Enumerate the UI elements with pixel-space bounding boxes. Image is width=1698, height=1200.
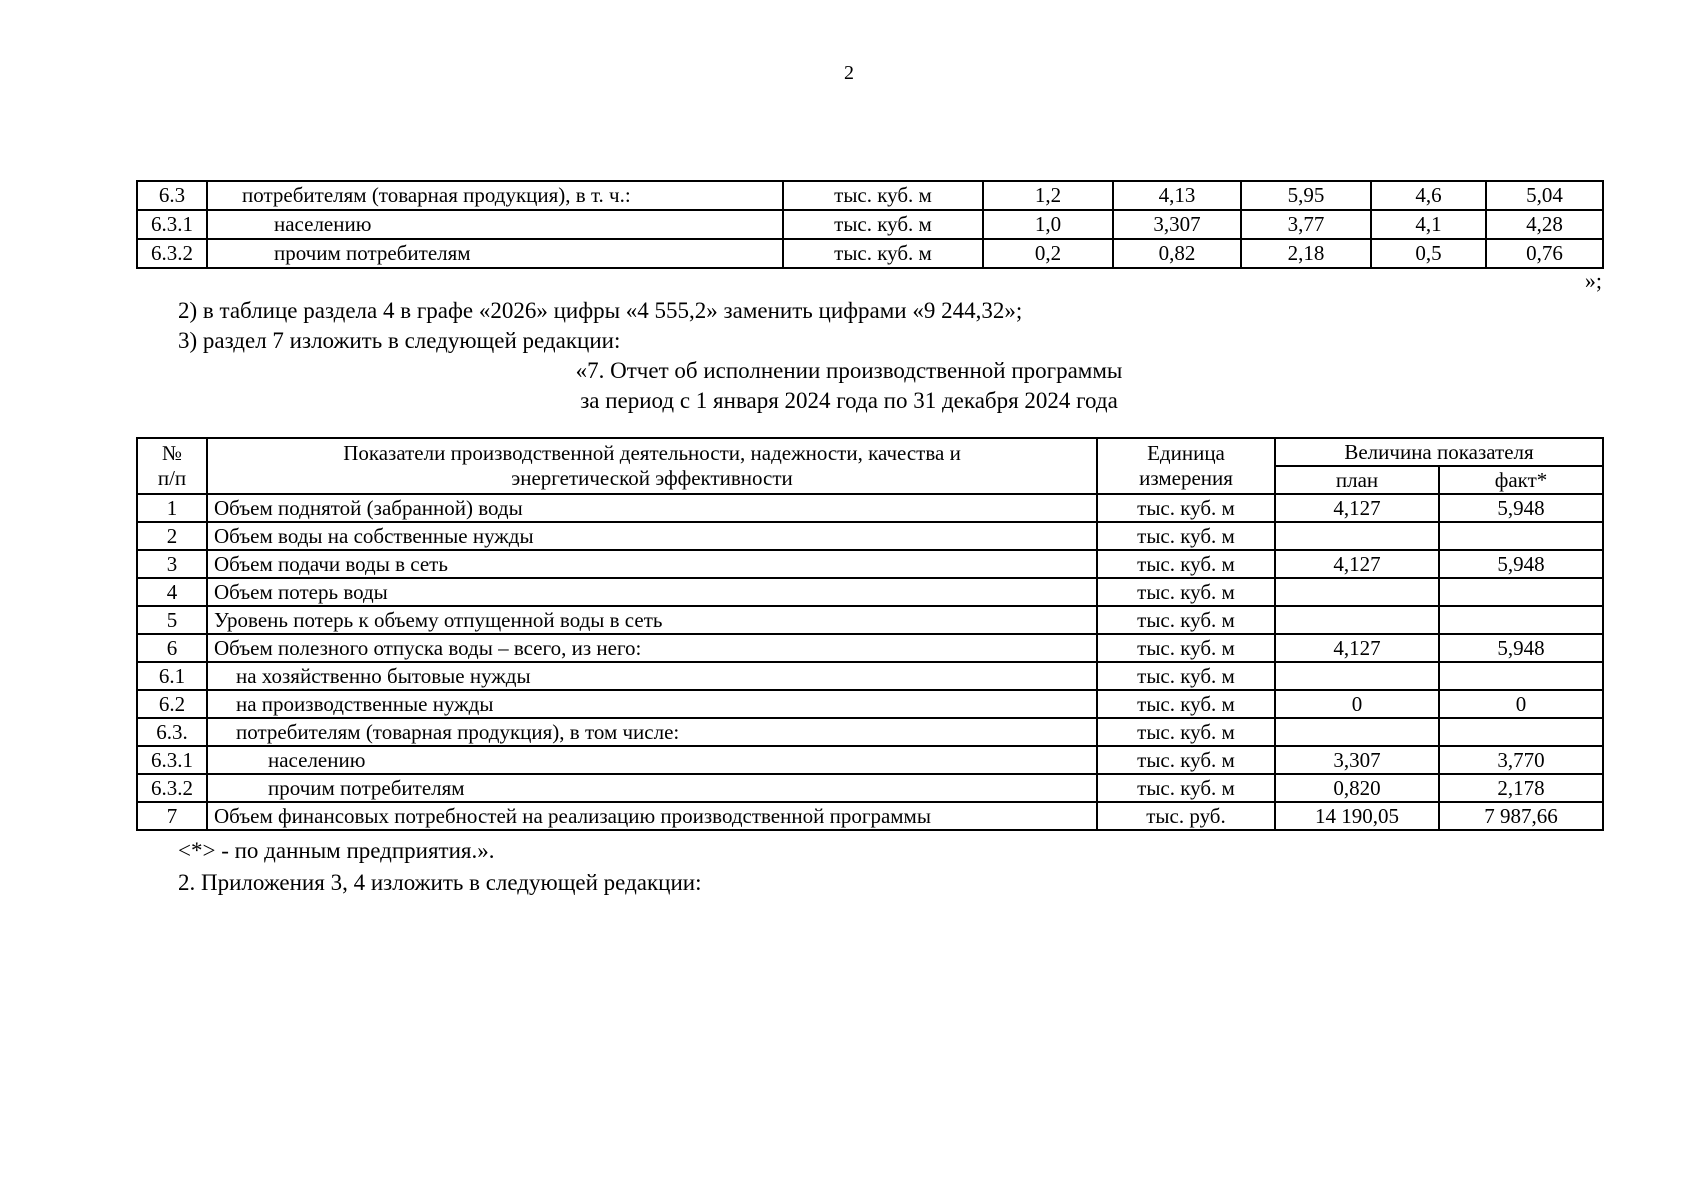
row-number: 6.3. (137, 718, 207, 746)
row-fact: 5,948 (1439, 550, 1603, 578)
row-fact (1439, 578, 1603, 606)
row-value: 5,95 (1241, 181, 1371, 210)
row-name: прочим потребителям (207, 774, 1097, 802)
paragraph-final: 2. Приложения 3, 4 изложить в следующей редакции: (178, 870, 702, 895)
section-title-line-1: «7. Отчет об исполнении производственной программы (575, 358, 1123, 383)
row-unit: тыс. куб. м (1097, 690, 1275, 718)
table-row (137, 634, 1603, 662)
header-indicator (207, 438, 1097, 494)
table-row (137, 522, 1603, 550)
row-fact: 3,770 (1439, 746, 1603, 774)
table-header-row (137, 438, 1603, 466)
row-fact: 2,178 (1439, 774, 1603, 802)
row-plan: 0 (1275, 690, 1439, 718)
row-name: потребителям (товарная продукция), в т. ч.: (207, 181, 783, 210)
row-fact (1439, 606, 1603, 634)
row-number: 1 (137, 494, 207, 522)
row-number: 6.3 (137, 181, 207, 210)
paragraph-2: 2) в таблице раздела 4 в графе «2026» цифры «4 555,2» заменить цифрами «9 244,32»; (178, 298, 1023, 323)
header-unit (1097, 438, 1275, 494)
row-value: 3,77 (1241, 210, 1371, 239)
header-unit-line-2: измерения (1139, 466, 1233, 490)
page-number: 2 (844, 62, 854, 84)
row-number: 6.3.1 (137, 746, 207, 774)
header-fact: факт* (1439, 466, 1603, 494)
header-number (137, 438, 207, 494)
row-name: Объем поднятой (забранной) воды (207, 494, 1097, 522)
continuation-table (136, 180, 1604, 269)
table-row (137, 606, 1603, 634)
row-number: 5 (137, 606, 207, 634)
row-name: Объем воды на собственные нужды (207, 522, 1097, 550)
row-unit: тыс. куб. м (1097, 634, 1275, 662)
row-unit: тыс. куб. м (1097, 522, 1275, 550)
table-row (137, 802, 1603, 830)
row-number: 6.2 (137, 690, 207, 718)
row-name: прочим потребителям (207, 239, 783, 268)
row-plan: 14 190,05 (1275, 802, 1439, 830)
table-row (137, 550, 1603, 578)
row-name: Объем полезного отпуска воды – всего, из него: (207, 634, 1097, 662)
table-row (137, 578, 1603, 606)
row-name: Объем финансовых потребностей на реализацию производственной программы (207, 802, 1097, 830)
table-row (137, 210, 1603, 239)
row-fact: 5,948 (1439, 634, 1603, 662)
table-row (137, 662, 1603, 690)
row-unit: тыс. куб. м (1097, 578, 1275, 606)
row-value: 0,5 (1371, 239, 1486, 268)
row-fact (1439, 662, 1603, 690)
footnote: <*> - по данным предприятия.». (178, 838, 495, 863)
header-indicator-line-1: Показатели производственной деятельности, надежности, качества и (343, 441, 961, 465)
row-unit: тыс. куб. м (1097, 606, 1275, 634)
row-value: 2,18 (1241, 239, 1371, 268)
closing-quote: »; (1584, 268, 1602, 293)
row-number: 6 (137, 634, 207, 662)
row-value: 4,13 (1113, 181, 1241, 210)
row-fact: 5,948 (1439, 494, 1603, 522)
row-number: 6.3.2 (137, 239, 207, 268)
table-row (137, 746, 1603, 774)
row-name: Уровень потерь к объему отпущенной воды в сеть (207, 606, 1097, 634)
row-fact: 7 987,66 (1439, 802, 1603, 830)
row-unit: тыс. куб. м (1097, 774, 1275, 802)
row-unit: тыс. куб. м (783, 239, 983, 268)
row-number: 6.3.1 (137, 210, 207, 239)
row-name: потребителям (товарная продукция), в том числе: (207, 718, 1097, 746)
header-value: Величина показателя (1275, 438, 1603, 466)
row-plan: 4,127 (1275, 634, 1439, 662)
table-row (137, 239, 1603, 268)
row-name: на хозяйственно бытовые нужды (207, 662, 1097, 690)
header-plan: план (1275, 466, 1439, 494)
row-unit: тыс. куб. м (1097, 494, 1275, 522)
row-plan (1275, 718, 1439, 746)
table-row (137, 690, 1603, 718)
row-plan (1275, 522, 1439, 550)
table-row (137, 774, 1603, 802)
section-title-line-2: за период с 1 января 2024 года по 31 декабря 2024 года (580, 388, 1118, 413)
row-value: 4,6 (1371, 181, 1486, 210)
table-row (137, 494, 1603, 522)
header-unit-line-1: Единица (1147, 441, 1225, 465)
row-number: 4 (137, 578, 207, 606)
row-value: 5,04 (1486, 181, 1603, 210)
header-indicator-line-2: энергетической эффективности (511, 466, 793, 490)
row-number: 7 (137, 802, 207, 830)
row-fact: 0 (1439, 690, 1603, 718)
row-number: 2 (137, 522, 207, 550)
row-unit: тыс. куб. м (1097, 746, 1275, 774)
row-unit: тыс. куб. м (1097, 662, 1275, 690)
row-unit: тыс. руб. (1097, 802, 1275, 830)
row-name: Объем потерь воды (207, 578, 1097, 606)
row-name: на производственные нужды (207, 690, 1097, 718)
row-value: 4,1 (1371, 210, 1486, 239)
table-row (137, 181, 1603, 210)
row-fact (1439, 522, 1603, 550)
row-value: 1,0 (983, 210, 1113, 239)
row-fact (1439, 718, 1603, 746)
production-program-report-table (136, 437, 1604, 831)
row-number: 6.3.2 (137, 774, 207, 802)
table-row (137, 718, 1603, 746)
row-plan (1275, 606, 1439, 634)
row-value: 0,76 (1486, 239, 1603, 268)
row-number: 6.1 (137, 662, 207, 690)
row-plan (1275, 578, 1439, 606)
header-number-line-2: п/п (157, 466, 187, 490)
row-value: 0,2 (983, 239, 1113, 268)
row-plan: 4,127 (1275, 550, 1439, 578)
row-unit: тыс. куб. м (783, 181, 983, 210)
header-number-line-1: № (161, 441, 183, 465)
row-plan: 4,127 (1275, 494, 1439, 522)
row-name: Объем подачи воды в сеть (207, 550, 1097, 578)
row-unit: тыс. куб. м (1097, 550, 1275, 578)
row-number: 3 (137, 550, 207, 578)
row-plan: 0,820 (1275, 774, 1439, 802)
row-value: 4,28 (1486, 210, 1603, 239)
row-name: населению (207, 746, 1097, 774)
paragraph-3: 3) раздел 7 изложить в следующей редакции: (178, 328, 621, 353)
row-value: 3,307 (1113, 210, 1241, 239)
row-plan (1275, 662, 1439, 690)
row-value: 0,82 (1113, 239, 1241, 268)
row-unit: тыс. куб. м (783, 210, 983, 239)
row-plan: 3,307 (1275, 746, 1439, 774)
row-value: 1,2 (983, 181, 1113, 210)
row-unit: тыс. куб. м (1097, 718, 1275, 746)
row-name: населению (207, 210, 783, 239)
